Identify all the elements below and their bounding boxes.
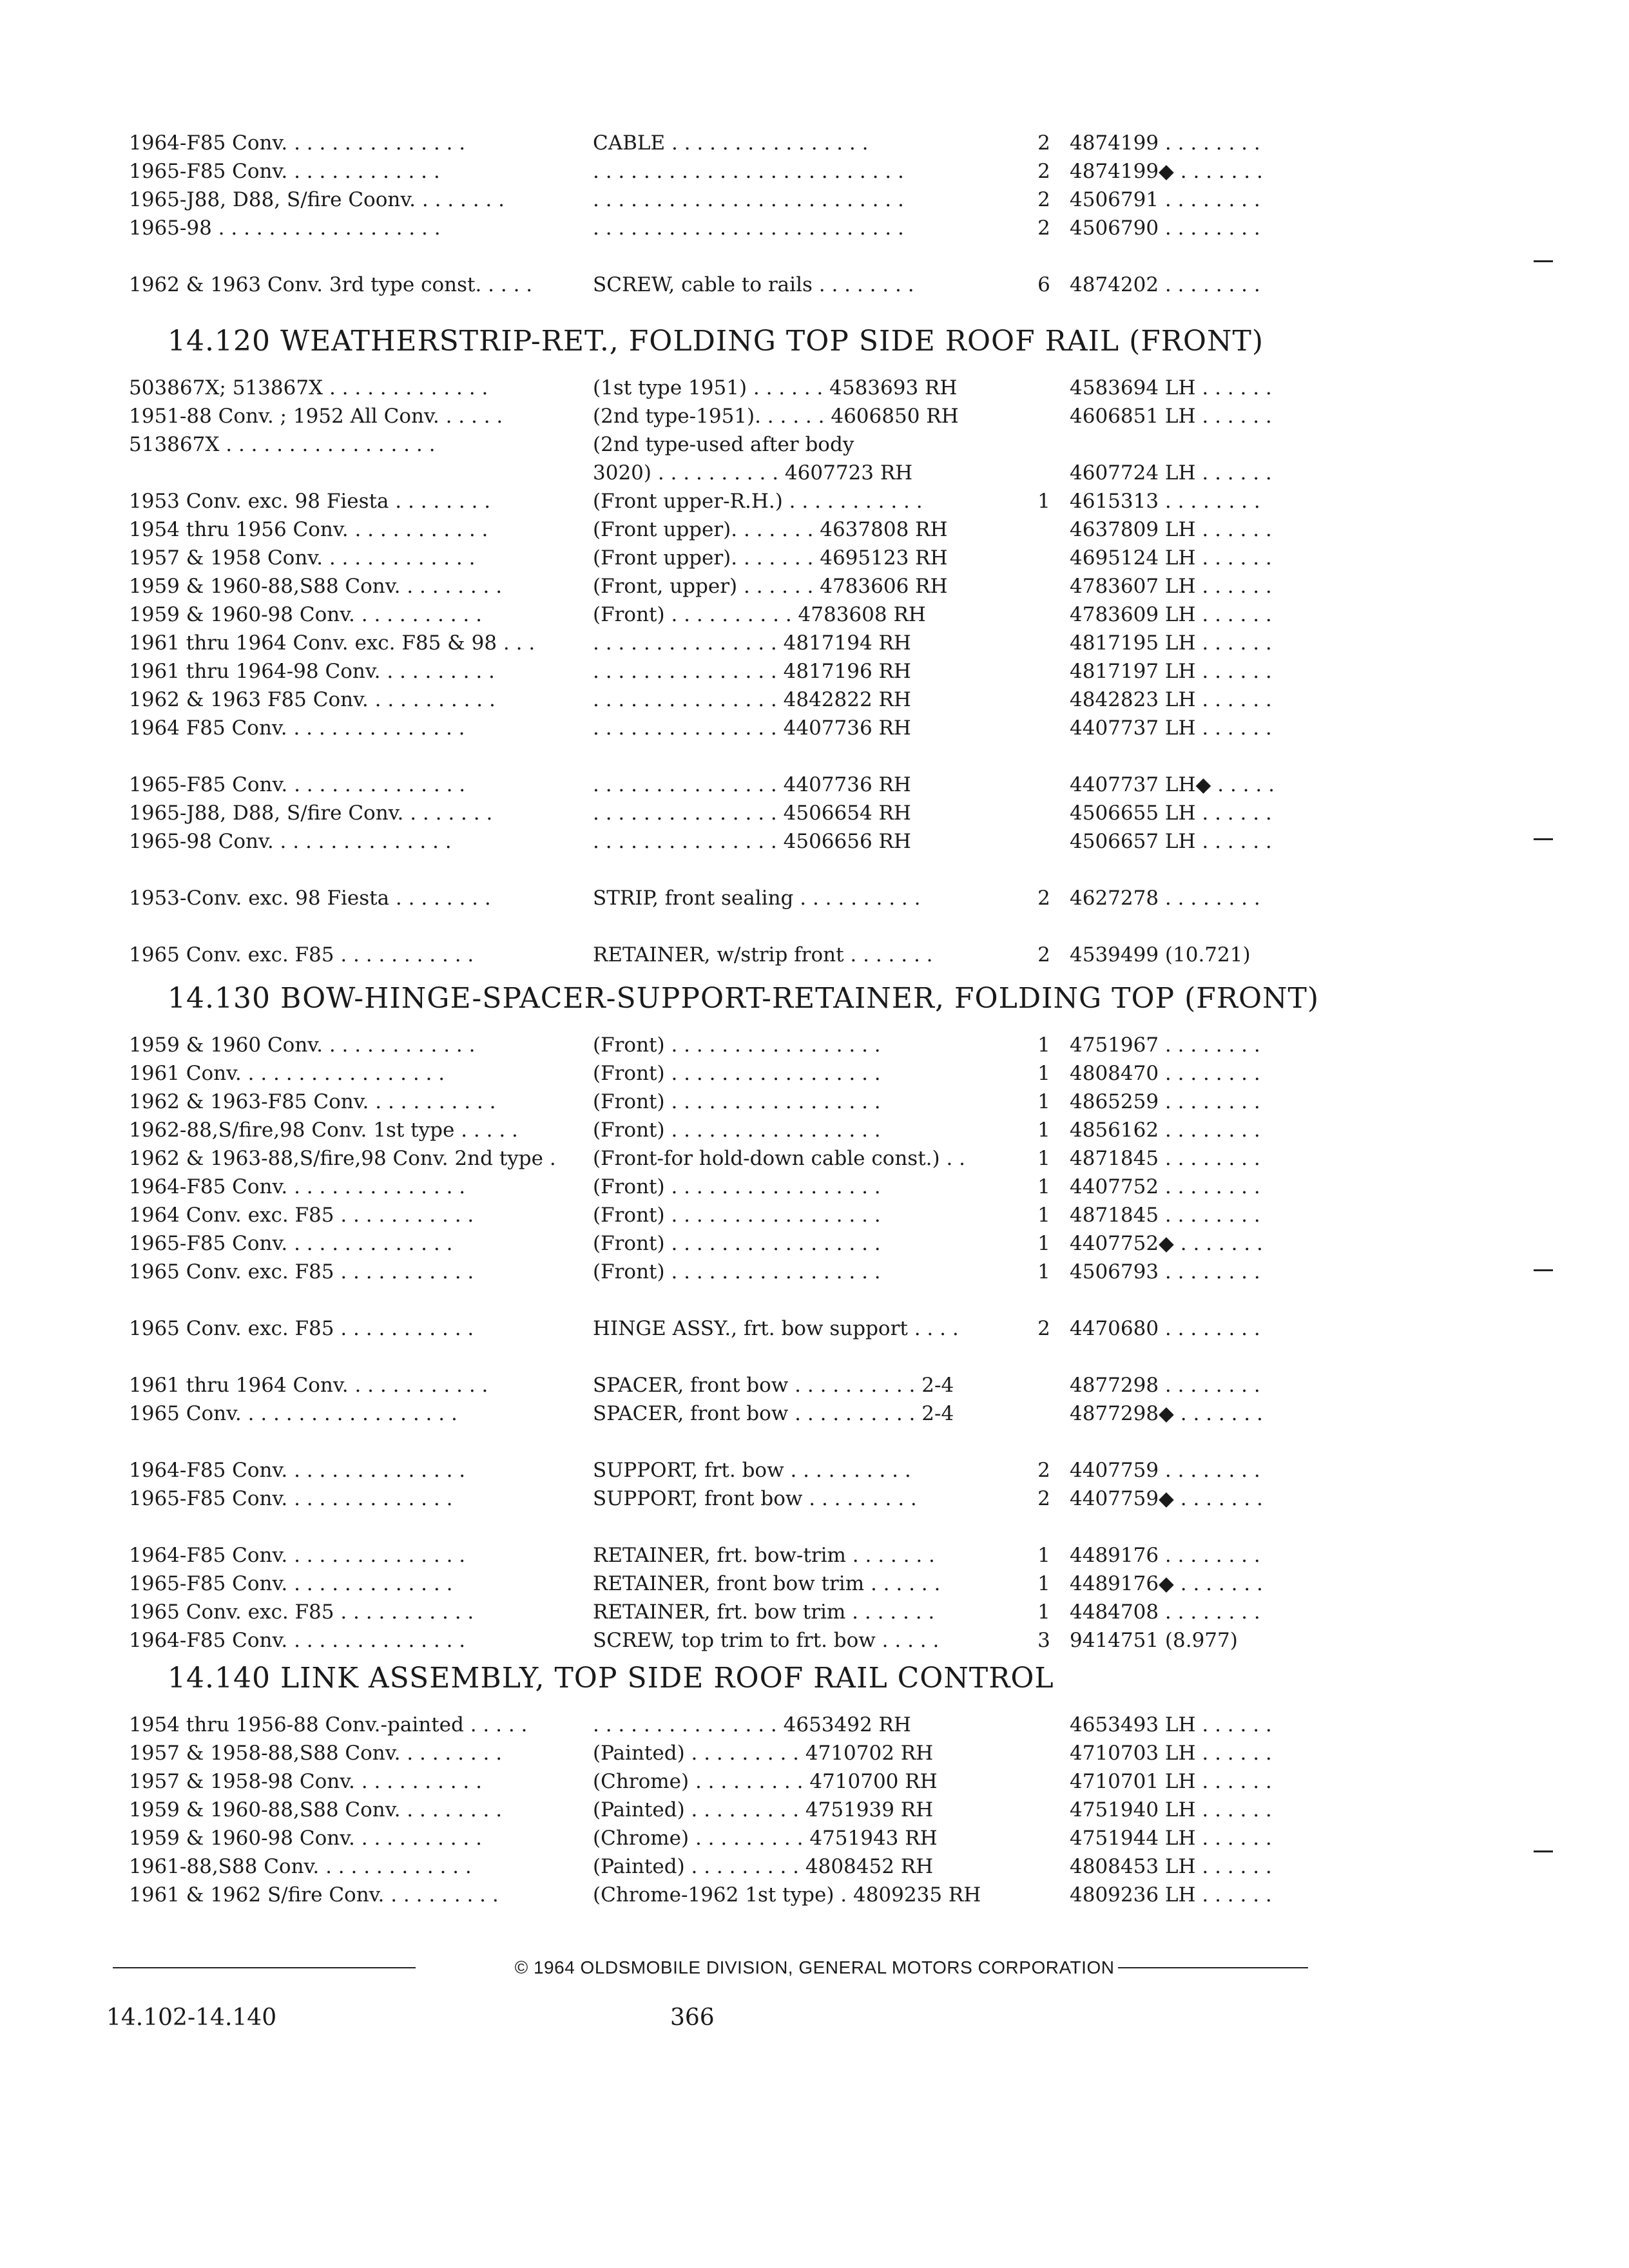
part-number-cell: 4407737 LH◆ . . . . .: [1070, 773, 1275, 796]
table-row: [0, 1541, 1629, 1570]
description-cell: (Front, upper) . . . . . . 4783606 RH: [593, 575, 948, 598]
model-cell: 1953 Conv. exc. 98 Fiesta . . . . . . . .: [129, 490, 491, 513]
model-cell: 1959 & 1960-98 Conv. . . . . . . . . . .: [129, 1827, 482, 1850]
model-cell: 1965-J88, D88, S/fire Conv. . . . . . . .: [129, 802, 493, 825]
description-cell: SPACER, front bow . . . . . . . . . . 2-4: [593, 1374, 954, 1397]
description-cell: (Painted) . . . . . . . . . 4751939 RH: [593, 1798, 934, 1821]
table-row: [0, 686, 1629, 714]
part-number-cell: 4751940 LH . . . . . .: [1070, 1798, 1272, 1821]
quantity-cell: 2: [1037, 131, 1050, 155]
quantity-cell: 1: [1037, 1544, 1050, 1567]
table-row: [0, 884, 1629, 912]
part-number-cell: 4874199 . . . . . . . .: [1070, 131, 1260, 155]
table-row: [0, 271, 1629, 299]
quantity-cell: 2: [1037, 160, 1050, 183]
model-cell: 1964-F85 Conv. . . . . . . . . . . . . . .: [129, 1175, 466, 1198]
table-row: [0, 827, 1629, 856]
part-number-cell: 4710701 LH . . . . . .: [1070, 1770, 1272, 1793]
quantity-cell: 2: [1037, 887, 1050, 910]
quantity-cell: 1: [1037, 1232, 1050, 1255]
part-number-cell: 4842823 LH . . . . . .: [1070, 688, 1272, 711]
description-cell: (Front) . . . . . . . . . . . . . . . . .: [593, 1090, 881, 1113]
part-number-cell: 4615313 . . . . . . . .: [1070, 490, 1260, 513]
description-cell: (Front) . . . . . . . . . . . . . . . . .: [593, 1033, 881, 1057]
table-row: [0, 1485, 1629, 1513]
description-cell: STRIP, front sealing . . . . . . . . . .: [593, 887, 921, 910]
model-cell: 1959 & 1960-88,S88 Conv. . . . . . . . .: [129, 1798, 503, 1821]
model-cell: 1965 Conv. exc. F85 . . . . . . . . . . .: [129, 943, 474, 966]
model-cell: 1961 thru 1964 Conv. exc. F85 & 98 . . .: [129, 631, 535, 655]
table-row: [0, 1739, 1629, 1767]
part-number-cell: 4808453 LH . . . . . .: [1070, 1855, 1272, 1878]
part-number-cell: 4751967 . . . . . . . .: [1070, 1033, 1260, 1057]
description-cell: (Front-for hold-down cable const.) . .: [593, 1147, 966, 1170]
part-number-cell: 4817195 LH . . . . . .: [1070, 631, 1272, 655]
model-cell: 1964-F85 Conv. . . . . . . . . . . . . . .: [129, 1544, 466, 1567]
model-cell: 1962 & 1963-88,S/fire,98 Conv. 2nd type .: [129, 1147, 556, 1170]
table-row: [0, 1796, 1629, 1824]
table-row: [0, 629, 1629, 657]
part-number-cell: 4506793 . . . . . . . .: [1070, 1260, 1260, 1283]
model-cell: 1964-F85 Conv. . . . . . . . . . . . . . .: [129, 1459, 466, 1482]
table-row: [0, 941, 1629, 969]
part-number-cell: 4817197 LH . . . . . .: [1070, 660, 1272, 683]
model-cell: 1965-F85 Conv. . . . . . . . . . . . . . .: [129, 773, 466, 796]
description-cell: SPACER, front bow . . . . . . . . . . 2-4: [593, 1402, 954, 1425]
table-row: [0, 1173, 1629, 1201]
part-number-cell: 4695124 LH . . . . . .: [1070, 546, 1272, 570]
table-row: [0, 402, 1629, 430]
description-cell: . . . . . . . . . . . . . . . 4842822 RH: [593, 688, 911, 711]
description-cell: . . . . . . . . . . . . . . . 4506654 RH: [593, 802, 911, 825]
part-number-cell: 4407759◆ . . . . . . .: [1070, 1487, 1263, 1510]
quantity-cell: 1: [1037, 1260, 1050, 1283]
table-row: [0, 242, 1629, 271]
table-row: [0, 657, 1629, 686]
description-cell: (Front) . . . . . . . . . . . . . . . . .: [593, 1232, 881, 1255]
description-cell: . . . . . . . . . . . . . . . 4817194 RH: [593, 631, 911, 655]
part-number-cell: 4783609 LH . . . . . .: [1070, 603, 1272, 626]
part-number-cell: 4407737 LH . . . . . .: [1070, 716, 1272, 740]
table-row: [0, 912, 1629, 941]
model-cell: 1962 & 1963 Conv. 3rd type const. . . . .: [129, 273, 533, 296]
part-number-cell: 4539499 (10.721): [1070, 943, 1251, 966]
model-cell: 1961 thru 1964-98 Conv. . . . . . . . . .: [129, 660, 495, 683]
part-number-cell: 4871845 . . . . . . . .: [1070, 1147, 1260, 1170]
part-number-cell: 4607724 LH . . . . . .: [1070, 461, 1272, 485]
table-row: [0, 742, 1629, 771]
copyright-notice: [0, 1956, 1629, 1979]
table-row: [0, 430, 1629, 459]
model-cell: 513867X . . . . . . . . . . . . . . . . .: [129, 433, 436, 456]
model-cell: 1964-F85 Conv. . . . . . . . . . . . . . .: [129, 1629, 466, 1652]
model-cell: 1965 Conv. exc. F85 . . . . . . . . . . .: [129, 1317, 474, 1340]
description-cell: (Front upper). . . . . . . 4695123 RH: [593, 546, 948, 570]
model-cell: 1962 & 1963-F85 Conv. . . . . . . . . . .: [129, 1090, 496, 1113]
quantity-cell: 1: [1037, 490, 1050, 513]
description-cell: RETAINER, w/strip front . . . . . . .: [593, 943, 933, 966]
part-number-cell: 4874199◆ . . . . . . .: [1070, 160, 1263, 183]
part-number-cell: 4506791 . . . . . . . .: [1070, 188, 1260, 211]
margin-tick-mark: [1534, 1269, 1553, 1271]
description-cell: (Front) . . . . . . . . . . . . . . . . .: [593, 1260, 881, 1283]
page-number: 366: [670, 2004, 715, 2031]
section-link-assembly: [0, 1711, 1629, 1909]
table-row: [0, 1852, 1629, 1881]
model-cell: 1961 thru 1964 Conv. . . . . . . . . . . .: [129, 1374, 488, 1397]
section-cable: [0, 129, 1629, 299]
table-row: [0, 1343, 1629, 1371]
description-cell: . . . . . . . . . . . . . . . 4407736 RH: [593, 716, 911, 740]
description-cell: (Painted) . . . . . . . . . 4710702 RH: [593, 1742, 934, 1765]
part-number-cell: 4877298 . . . . . . . .: [1070, 1374, 1260, 1397]
description-cell: (Front) . . . . . . . . . . . . . . . . .: [593, 1175, 881, 1198]
quantity-cell: 1: [1037, 1090, 1050, 1113]
part-number-cell: 4489176◆ . . . . . . .: [1070, 1572, 1263, 1595]
table-row: [0, 1598, 1629, 1626]
table-row: [0, 601, 1629, 629]
part-number-cell: 4407759 . . . . . . . .: [1070, 1459, 1260, 1482]
quantity-cell: 1: [1037, 1119, 1050, 1142]
table-row: [0, 1088, 1629, 1116]
description-cell: (Front upper). . . . . . . 4637808 RH: [593, 518, 948, 541]
description-cell: (Front) . . . . . . . . . . . . . . . . .: [593, 1204, 881, 1227]
table-row: [0, 544, 1629, 572]
table-row: [0, 374, 1629, 402]
description-cell: SUPPORT, frt. bow . . . . . . . . . .: [593, 1459, 911, 1482]
margin-tick-mark: [1534, 1850, 1553, 1852]
table-row: [0, 186, 1629, 214]
table-row: [0, 1570, 1629, 1598]
model-cell: 1964 Conv. exc. F85 . . . . . . . . . . .: [129, 1204, 474, 1227]
table-row: [0, 1286, 1629, 1314]
table-row: [0, 157, 1629, 186]
table-row: [0, 1881, 1629, 1909]
quantity-cell: 2: [1037, 1317, 1050, 1340]
section-bow-hinge: [0, 1031, 1629, 1655]
description-cell: RETAINER, frt. bow trim . . . . . . .: [593, 1600, 935, 1624]
description-cell: CABLE . . . . . . . . . . . . . . . .: [593, 131, 869, 155]
part-number-cell: 4871845 . . . . . . . .: [1070, 1204, 1260, 1227]
table-row: [0, 1711, 1629, 1739]
quantity-cell: 1: [1037, 1062, 1050, 1085]
table-row: [0, 1428, 1629, 1456]
description-cell: HINGE ASSY., frt. bow support . . . .: [593, 1317, 959, 1340]
description-cell: RETAINER, frt. bow-trim . . . . . . .: [593, 1544, 935, 1567]
model-cell: 1961 & 1962 S/fire Conv. . . . . . . . . .: [129, 1883, 499, 1907]
quantity-cell: 6: [1037, 273, 1050, 296]
model-cell: 1954 thru 1956-88 Conv.-painted . . . . .: [129, 1713, 528, 1736]
description-cell: (Chrome) . . . . . . . . . 4751943 RH: [593, 1827, 938, 1850]
table-row: [0, 1201, 1629, 1229]
description-cell: (Chrome-1962 1st type) . 4809235 RH: [593, 1883, 981, 1907]
part-number-cell: 4874202 . . . . . . . .: [1070, 273, 1260, 296]
model-cell: 1953-Conv. exc. 98 Fiesta . . . . . . . .: [129, 887, 491, 910]
description-cell: . . . . . . . . . . . . . . . 4817196 RH: [593, 660, 911, 683]
model-cell: 1965-F85 Conv. . . . . . . . . . . . . .: [129, 1572, 453, 1595]
table-row: [0, 1456, 1629, 1485]
table-row: [0, 714, 1629, 742]
table-row: [0, 459, 1629, 487]
description-cell: (2nd type-used after body: [593, 433, 854, 456]
model-cell: 1959 & 1960-88,S88 Conv. . . . . . . . .: [129, 575, 503, 598]
part-number-cell: 4506655 LH . . . . . .: [1070, 802, 1272, 825]
model-cell: 1959 & 1960-98 Conv. . . . . . . . . . .: [129, 603, 482, 626]
description-cell: RETAINER, front bow trim . . . . . .: [593, 1572, 941, 1595]
model-cell: 1961 Conv. . . . . . . . . . . . . . . . .: [129, 1062, 445, 1085]
part-number-cell: 4583694 LH . . . . . .: [1070, 376, 1272, 399]
quantity-cell: 1: [1037, 1572, 1050, 1595]
quantity-cell: 1: [1037, 1600, 1050, 1624]
table-row: [0, 487, 1629, 515]
model-cell: 1965 Conv. exc. F85 . . . . . . . . . . .: [129, 1600, 474, 1624]
model-cell: 1962-88,S/fire,98 Conv. 1st type . . . . .: [129, 1119, 518, 1142]
table-row: [0, 1229, 1629, 1258]
model-cell: 1962 & 1963 F85 Conv. . . . . . . . . . .: [129, 688, 496, 711]
table-row: [0, 1399, 1629, 1428]
section-heading-14-140: 14.140 LINK ASSEMBLY, TOP SIDE ROOF RAIL CONTROL: [168, 1662, 1054, 1695]
part-number-cell: 4627278 . . . . . . . .: [1070, 887, 1260, 910]
quantity-cell: 2: [1037, 943, 1050, 966]
model-cell: 1965-98 . . . . . . . . . . . . . . . . . .: [129, 216, 441, 240]
description-cell: (Painted) . . . . . . . . . 4808452 RH: [593, 1855, 934, 1878]
description-cell: . . . . . . . . . . . . . . . . . . . . . . . . .: [593, 188, 904, 211]
part-number-cell: 4506790 . . . . . . . .: [1070, 216, 1260, 240]
section-heading-14-120: 14.120 WEATHERSTRIP-RET., FOLDING TOP SIDE ROOF RAIL (FRONT): [168, 325, 1264, 358]
quantity-cell: 2: [1037, 188, 1050, 211]
part-number-cell: 4808470 . . . . . . . .: [1070, 1062, 1260, 1085]
description-cell: . . . . . . . . . . . . . . . 4506656 RH: [593, 830, 911, 853]
description-cell: SCREW, cable to rails . . . . . . . .: [593, 273, 914, 296]
table-row: [0, 1626, 1629, 1655]
model-cell: 503867X; 513867X . . . . . . . . . . . . .: [129, 376, 488, 399]
quantity-cell: 1: [1037, 1147, 1050, 1170]
table-row: [0, 1116, 1629, 1144]
part-number-cell: 4484708 . . . . . . . .: [1070, 1600, 1260, 1624]
description-cell: SCREW, top trim to frt. bow . . . . .: [593, 1629, 940, 1652]
description-cell: (2nd type-1951). . . . . . 4606850 RH: [593, 405, 959, 428]
description-cell: . . . . . . . . . . . . . . . 4653492 RH: [593, 1713, 911, 1736]
model-cell: 1959 & 1960 Conv. . . . . . . . . . . . .: [129, 1033, 476, 1057]
part-number-cell: 4809236 LH . . . . . .: [1070, 1883, 1272, 1907]
model-cell: 1957 & 1958-88,S88 Conv. . . . . . . . .: [129, 1742, 503, 1765]
table-row: [0, 572, 1629, 601]
model-cell: 1965-98 Conv. . . . . . . . . . . . . . .: [129, 830, 452, 853]
part-number-cell: 4653493 LH . . . . . .: [1070, 1713, 1272, 1736]
table-row: [0, 129, 1629, 157]
description-cell: SUPPORT, front bow . . . . . . . . .: [593, 1487, 917, 1510]
model-cell: 1965-J88, D88, S/fire Coonv. . . . . . . .: [129, 188, 505, 211]
description-cell: (Chrome) . . . . . . . . . 4710700 RH: [593, 1770, 938, 1793]
table-row: [0, 1144, 1629, 1173]
margin-tick-mark: [1534, 260, 1553, 262]
description-cell: (1st type 1951) . . . . . . 4583693 RH: [593, 376, 958, 399]
description-cell: . . . . . . . . . . . . . . . 4407736 RH: [593, 773, 911, 796]
part-number-cell: 4865259 . . . . . . . .: [1070, 1090, 1260, 1113]
quantity-cell: 1: [1037, 1033, 1050, 1057]
model-cell: 1965-F85 Conv. . . . . . . . . . . . .: [129, 160, 440, 183]
part-number-cell: 4783607 LH . . . . . .: [1070, 575, 1272, 598]
table-row: [0, 1258, 1629, 1286]
description-cell: (Front) . . . . . . . . . . 4783608 RH: [593, 603, 926, 626]
table-row: [0, 214, 1629, 242]
model-cell: 1957 & 1958-98 Conv. . . . . . . . . . .: [129, 1770, 482, 1793]
description-cell: (Front upper-R.H.) . . . . . . . . . . .: [593, 490, 923, 513]
model-cell: 1965 Conv. exc. F85 . . . . . . . . . . .: [129, 1260, 474, 1283]
quantity-cell: 2: [1037, 1487, 1050, 1510]
quantity-cell: 2: [1037, 216, 1050, 240]
section-heading-14-130: 14.130 BOW-HINGE-SPACER-SUPPORT-RETAINER, FOLDING TOP (FRONT): [168, 982, 1320, 1015]
description-cell: . . . . . . . . . . . . . . . . . . . . . . . . .: [593, 216, 904, 240]
model-cell: 1965-F85 Conv. . . . . . . . . . . . . .: [129, 1487, 453, 1510]
part-number-cell: 4407752◆ . . . . . . .: [1070, 1232, 1263, 1255]
table-row: [0, 1513, 1629, 1541]
table-row: [0, 1767, 1629, 1796]
model-cell: 1957 & 1958 Conv. . . . . . . . . . . . .: [129, 546, 476, 570]
page-range: 14.102-14.140: [106, 2004, 277, 2031]
part-number-cell: 4470680 . . . . . . . .: [1070, 1317, 1260, 1340]
table-row: [0, 1031, 1629, 1059]
part-number-cell: 4407752 . . . . . . . .: [1070, 1175, 1260, 1198]
part-number-cell: 4856162 . . . . . . . .: [1070, 1119, 1260, 1142]
section-weatherstrip: [0, 374, 1629, 969]
quantity-cell: 1: [1037, 1175, 1050, 1198]
part-number-cell: 4710703 LH . . . . . .: [1070, 1742, 1272, 1765]
table-row: [0, 799, 1629, 827]
table-row: [0, 856, 1629, 884]
quantity-cell: 3: [1037, 1629, 1050, 1652]
model-cell: 1965 Conv. . . . . . . . . . . . . . . . . .: [129, 1402, 458, 1425]
table-row: [0, 1314, 1629, 1343]
part-number-cell: 4751944 LH . . . . . .: [1070, 1827, 1272, 1850]
model-cell: 1965-F85 Conv. . . . . . . . . . . . . .: [129, 1232, 453, 1255]
model-cell: 1964 F85 Conv. . . . . . . . . . . . . . .: [129, 716, 465, 740]
copyright-text: © 1964 OLDSMOBILE DIVISION, GENERAL MOTORS CORPORATION: [511, 1957, 1119, 1977]
margin-tick-mark: [1534, 838, 1553, 840]
part-number-cell: 4489176 . . . . . . . .: [1070, 1544, 1260, 1567]
part-number-cell: 4637809 LH . . . . . .: [1070, 518, 1272, 541]
description-cell: (Front) . . . . . . . . . . . . . . . . .: [593, 1119, 881, 1142]
description-cell: . . . . . . . . . . . . . . . . . . . . . . . . .: [593, 160, 904, 183]
part-number-cell: 4606851 LH . . . . . .: [1070, 405, 1272, 428]
quantity-cell: 2: [1037, 1459, 1050, 1482]
model-cell: 1954 thru 1956 Conv. . . . . . . . . . . .: [129, 518, 488, 541]
description-cell: 3020) . . . . . . . . . . 4607723 RH: [593, 461, 913, 485]
table-row: [0, 771, 1629, 799]
table-row: [0, 515, 1629, 544]
table-row: [0, 1371, 1629, 1399]
part-number-cell: 4506657 LH . . . . . .: [1070, 830, 1272, 853]
model-cell: 1961-88,S88 Conv. . . . . . . . . . . . .: [129, 1855, 472, 1878]
model-cell: 1964-F85 Conv. . . . . . . . . . . . . . .: [129, 131, 466, 155]
table-row: [0, 1059, 1629, 1088]
description-cell: (Front) . . . . . . . . . . . . . . . . .: [593, 1062, 881, 1085]
table-row: [0, 1824, 1629, 1852]
quantity-cell: 1: [1037, 1204, 1050, 1227]
model-cell: 1951-88 Conv. ; 1952 All Conv. . . . . .: [129, 405, 503, 428]
part-number-cell: 4877298◆ . . . . . . .: [1070, 1402, 1263, 1425]
part-number-cell: 9414751 (8.977): [1070, 1629, 1238, 1652]
